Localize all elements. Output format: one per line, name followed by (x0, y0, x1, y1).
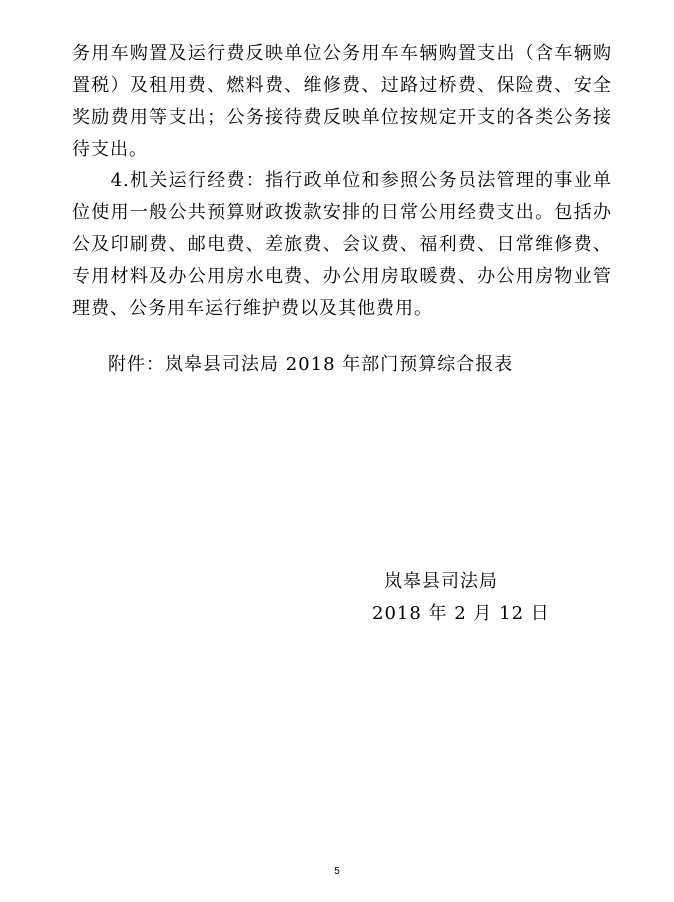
signature-date: 2018 年 2 月 12 日 (372, 603, 550, 624)
page-number: 5 (334, 866, 340, 877)
signature-block (340, 566, 570, 630)
body-paragraph-2: 4.机关运行经费：指行政单位和参照公务员法管理的事业单位使用一般公共预算财政拨款安排的日常公用经费支出。包括办公及印刷费、邮电费、差旅费、会议费、福利费、日常维修费、专用材料及办公用房水电费、办公用房取暖费、办公用房物业管理费、公务用车运行维护费以及其他费用。 (72, 170, 612, 319)
signature-organization: 岚皋县司法局 (384, 571, 498, 592)
body-paragraph-1: 务用车购置及运行费反映单位公务用车车辆购置支出（含车辆购置税）及租用费、燃料费、维修费、过路过桥费、保险费、安全奖励费用等支出；公务接待费反映单位按规定开支的各类公务接待支出。 (72, 43, 612, 160)
attachment-line: 附件：岚皋县司法局 2018 年部门预算综合报表 (108, 354, 514, 375)
